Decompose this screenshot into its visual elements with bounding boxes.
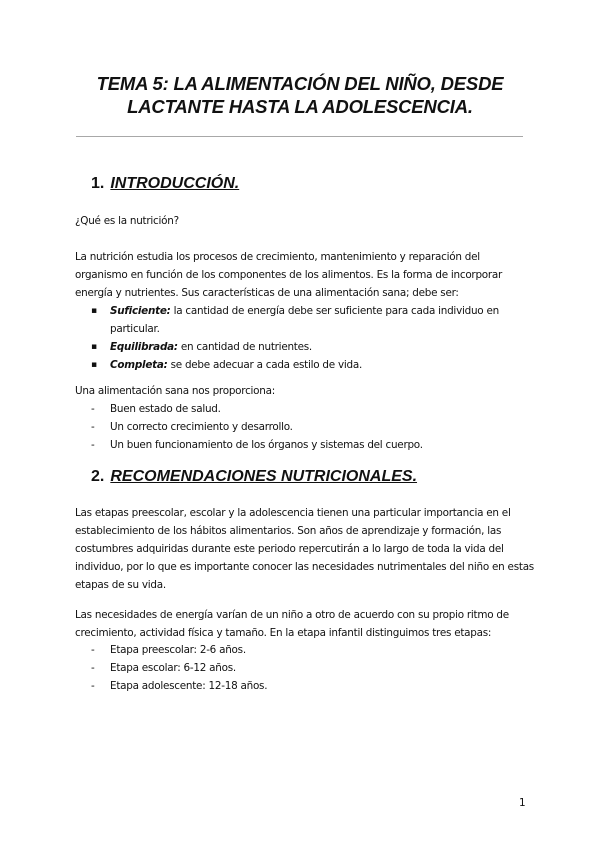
document-title	[60, 72, 540, 118]
characteristics-list	[75, 302, 535, 374]
benefit-text: Un correcto crecimiento y desarrollo.	[110, 421, 293, 433]
dash-bullet: -	[91, 662, 95, 674]
list-item	[75, 418, 535, 436]
intro-definition: La nutrición estudia los procesos de crecimiento, mantenimiento y reparación del organismo en función de los componentes de los alimentos. Es la forma de incorporar energía y nutrientes. Sus características de una alimentación sana; debe ser:	[75, 251, 503, 299]
square-bullet-icon: ▪	[91, 342, 97, 352]
recommendations-paragraph-2: Las necesidades de energía varían de un niño a otro de acuerdo con su propio ritmo de crecimiento, actividad física y tamaño. En la etapa infantil distinguimos tres etapas:	[75, 609, 509, 639]
section-number: 2.	[91, 468, 105, 485]
square-bullet-icon: ▪	[91, 306, 97, 316]
stage-text: Etapa escolar: 6-12 años.	[110, 662, 236, 674]
page-number: 1	[519, 797, 526, 809]
list-item	[75, 302, 535, 338]
characteristic-text: en cantidad de nutrientes.	[177, 341, 312, 353]
section-number: 1.	[91, 175, 105, 192]
dash-bullet: -	[91, 403, 95, 415]
title-line-2: LACTANTE HASTA LA ADOLESCENCIA.	[127, 96, 473, 117]
dash-bullet: -	[91, 644, 95, 656]
benefits-list	[75, 400, 535, 454]
dash-bullet: -	[91, 421, 95, 433]
stage-text: Etapa preescolar: 2-6 años.	[110, 644, 246, 656]
characteristic-text: se debe adecuar a cada estilo de vida.	[167, 359, 362, 371]
stage-text: Etapa adolescente: 12-18 años.	[110, 680, 268, 692]
title-divider	[76, 136, 523, 137]
list-item	[75, 400, 535, 418]
list-item	[75, 659, 535, 677]
section-title: RECOMENDACIONES NUTRICIONALES.	[110, 468, 418, 485]
title-line-1: TEMA 5: LA ALIMENTACIÓN DEL NIÑO, DESDE	[96, 73, 504, 94]
characteristic-term: Completa:	[110, 359, 168, 371]
section-title: INTRODUCCIÓN.	[110, 175, 240, 192]
benefit-text: Un buen funcionamiento de los órganos y sistemas del cuerpo.	[110, 439, 423, 451]
stages-list	[75, 641, 535, 695]
list-item	[75, 436, 535, 454]
recommendations-paragraph-1: Las etapas preescolar, escolar y la adolescencia tienen una particular importancia en el establecimiento de los hábitos alimentarios. Son años de aprendizaje y formación, las costumbres adquiridas durante este periodo repercutirán a lo largo de toda la vida del individuo, por lo que es importante conocer las necesidades nutrimentales del niño en estas etapas de su vida.	[75, 507, 534, 591]
section-heading-introduccion	[91, 174, 239, 194]
list-item	[75, 641, 535, 659]
intro-question: ¿Qué es la nutrición?	[75, 215, 179, 227]
dash-bullet: -	[91, 439, 95, 451]
benefits-lead: Una alimentación sana nos proporciona:	[75, 385, 275, 397]
benefit-text: Buen estado de salud.	[110, 403, 221, 415]
characteristic-term: Suficiente:	[110, 305, 171, 317]
dash-bullet: -	[91, 680, 95, 692]
characteristic-text: la cantidad de energía debe ser suficiente para cada individuo en particular.	[110, 305, 499, 335]
list-item	[75, 356, 535, 374]
square-bullet-icon: ▪	[91, 360, 97, 370]
list-item	[75, 677, 535, 695]
section-heading-recomendaciones	[91, 467, 417, 487]
list-item	[75, 338, 535, 356]
characteristic-term: Equilibrada:	[110, 341, 178, 353]
